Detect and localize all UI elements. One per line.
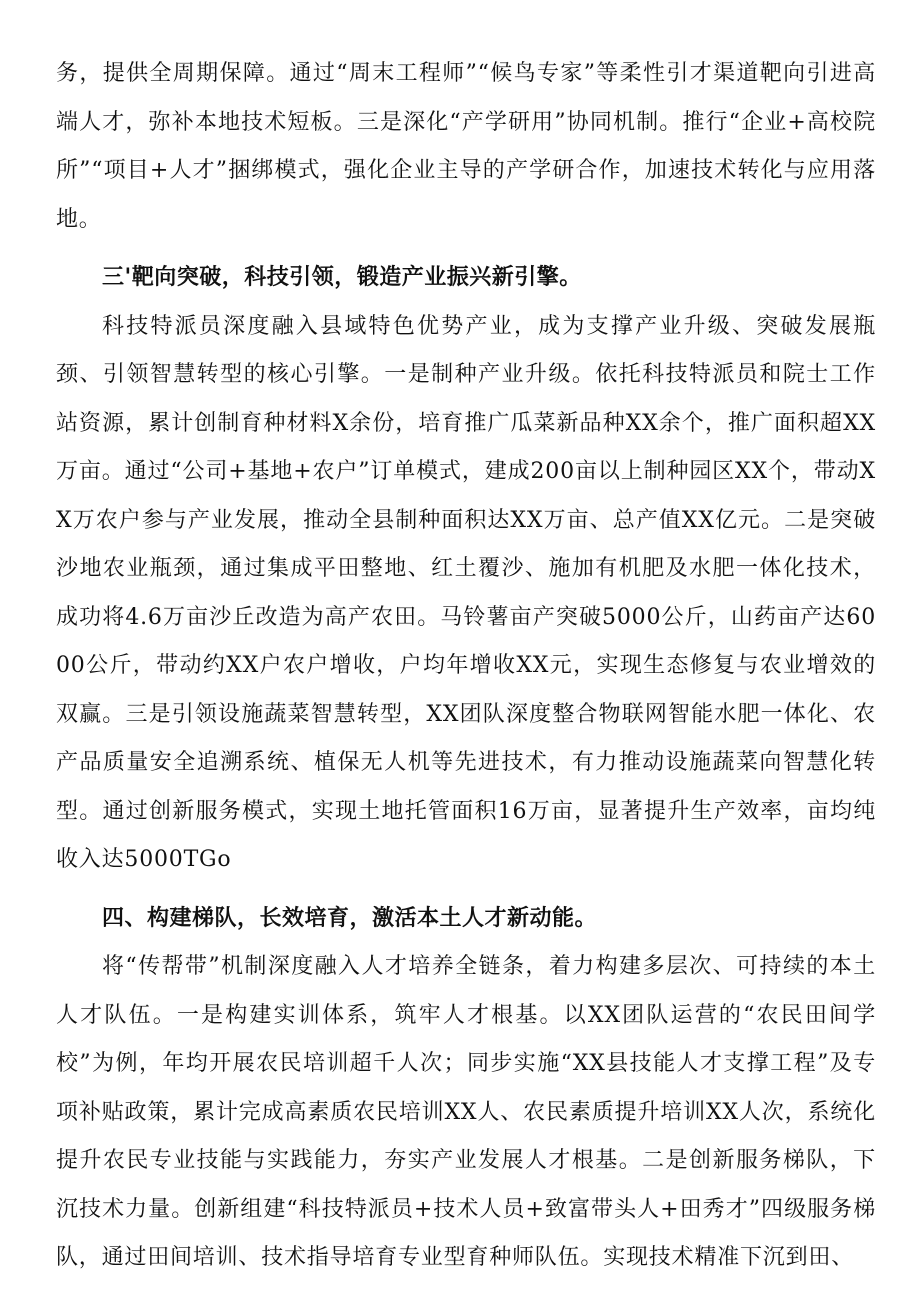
- section-heading-3: 三'靶向突破，科技引领，锻造产业振兴新引擎。: [102, 265, 582, 290]
- spacer: [56, 885, 876, 895]
- body-paragraph-2: 科技特派员深度融入县域特色优势产业，成为支撑产业升级、突破发展瓶颈、引领智慧转型的核心引擎。一是制种产业升级。依托科技特派员和院士工作站资源，累计创制育种材料X余份，培育推广瓜菜新品种XX余个，推广面积超XX万亩。通过“公司+基地+农户”订单模式，建成200亩以上制种园区XX个，带动XX万农户参与产业发展，推动全县制种面积达XX万亩、总产值XX亿元。二是突破沙地农业瓶颈，通过集成平田整地、红土覆沙、施加有机肥及水肥一体化技术，成功将4.6万亩沙丘改造为高产农田。马铃薯亩产突破5000公斤，山药亩产达6000公斤，带动约XX户农户增收，户均年增收XX元，实现生态修复与农业增效的双赢。三是引领设施蔬菜智慧转型，XX团队深度整合物联网智能水肥一体化、农产品质量安全追溯系统、植保无人机等先进技术，有力推动设施蔬菜向智慧化转型。通过创新服务模式，实现土地托管面积16万亩，显著提升生产效率，亩均纯收入达5000TGo: [56, 313, 876, 872]
- spacer: [56, 244, 876, 254]
- document-page: [56, 50, 876, 1283]
- body-paragraph-1: 务，提供全周期保障。通过“周末工程师”“候鸟专家”等柔性引才渠道靶向引进高端人才，弥补本地技术短板。三是深化“产学研用”协同机制。推行“企业+高校院所”“项目+人才”捆绑模式，强化企业主导的产学研合作，加速技术转化与应用落地。: [56, 61, 876, 232]
- section-heading-4: 四、构建梯队，长效培育，激活本土人才新动能。: [102, 905, 598, 931]
- body-paragraph-3: 将“传帮带”机制深度融入人才培养全链条，着力构建多层次、可持续的本土人才队伍。一是构建实训体系，筑牢人才根基。以XX团队运营的“农民田间学校”为例，年均开展农民培训超千人次；同步实施“XX县技能人才支撑工程”及专项补贴政策，累计完成高素质农民培训XX人、农民素质提升培训XX人次，系统化提升农民专业技能与实践能力，夯实产业发展人才根基。二是创新服务梯队，下沉技术力量。创新组建“科技特派员+技术人员+致富带头人+田秀才”四级服务梯队，通过田间培训、技术指导培育专业型育种师队伍。实现技术精准下沉到田、: [56, 954, 876, 1270]
